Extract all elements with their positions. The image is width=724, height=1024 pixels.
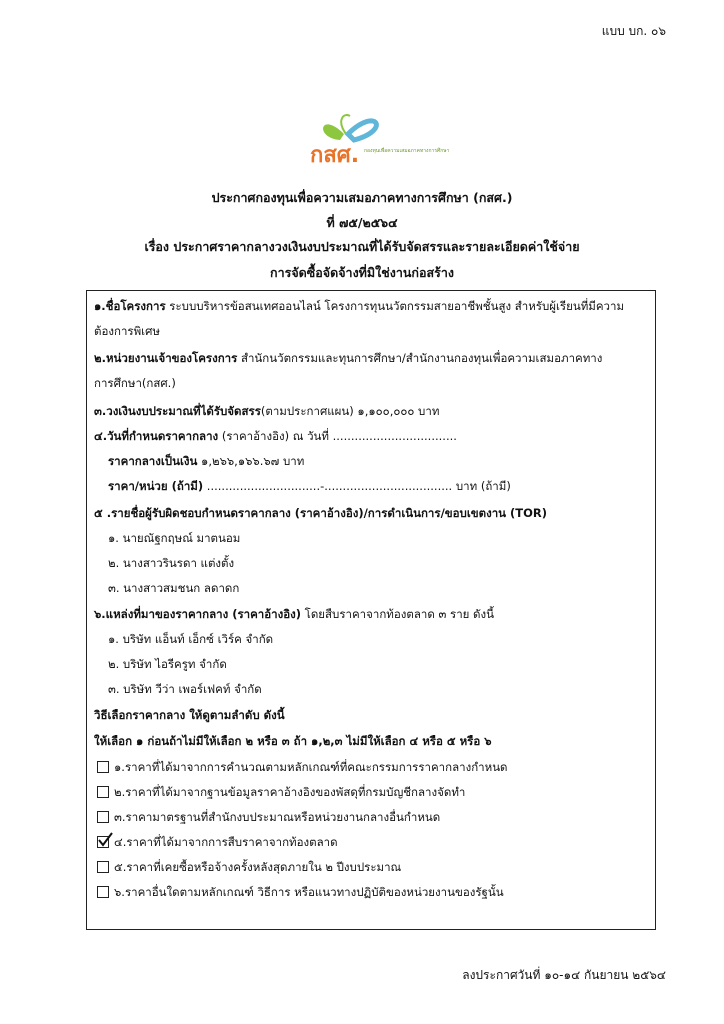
responsible-person-1: ๑. นายณัฐกฤษณ์ มาตนอม	[108, 531, 241, 545]
median-date-value: (ราคาอ้างอิง) ณ วันที่ ..................................	[218, 429, 457, 443]
median-price-value: ๑,๒๖๖,๑๖๖.๖๗ บาท	[197, 454, 305, 468]
option-5-label: ๕.ราคาที่เคยซื้อหรือจ้างครั้งหลังสุดภายใน ๒ ปีงบประมาณ	[114, 860, 402, 874]
option-2-label: ๒.ราคาที่ได้มาจากฐานข้อมูลราคาอ้างอิงของพัสดุที่กรมบัญชีกลางจัดทำ	[114, 785, 466, 799]
responsible-person-2: ๒. นางสาวรินรดา แต่งตั้ง	[108, 556, 235, 570]
option-3-checkbox[interactable]	[97, 811, 109, 823]
responsible-person-3: ๓. นางสาวสมชนก ลดาดก	[108, 581, 240, 595]
owner-row	[94, 350, 602, 368]
announcement-number: ที่ ๗๕/๒๕๖๔	[326, 215, 398, 230]
option-5-checkbox[interactable]	[97, 861, 109, 873]
project-name-value: ระบบบริหารข้อสนเทศออนไลน์ โครงการทุนนวัตกรรมสายอาชีพชั้นสูง สำหรับผู้เรียนที่มีความ	[165, 299, 625, 313]
budget-value: (ตามประกาศแผน) ๑,๑๐๐,๐๐๐ บาท	[260, 404, 440, 418]
announcement-title: ประกาศกองทุนเพื่อความเสมอภาคทางการศึกษา (กสศ.)	[211, 190, 513, 205]
method-heading: วิธีเลือกราคากลาง ให้ดูตามลำดับ ดังนี้	[94, 708, 285, 722]
form-code: แบบ บก. ๐๖	[601, 24, 666, 38]
median-price-row	[108, 453, 304, 471]
budget-row	[94, 403, 439, 421]
method-instruction: ให้เลือก ๑ ก่อนถ้าไม่มีให้เลือก ๒ หรือ ๓ ถ้า ๑,๒,๓ ไม่มีให้เลือก ๔ หรือ ๕ หรือ ๖	[94, 734, 492, 748]
announce-date: ลงประกาศวันที่ ๑๐-๑๔ กันยายน ๒๕๖๔	[462, 968, 666, 982]
budget-label: ๓.วงเงินงบประมาณที่ได้รับจัดสรร	[94, 404, 261, 418]
unit-price-value: ...............................-................................... บาท (ถ้ามี)	[203, 479, 511, 493]
owner-value: สำนักนวัตกรรมและทุนการศึกษา/สำนักงานกองทุนเพื่อความเสมอภาคทาง	[237, 351, 603, 365]
option-4-checkbox[interactable]	[97, 836, 109, 848]
option-1-label: ๑.ราคาที่ได้มาจากการคำนวณตามหลักเกณฑ์ที่คณะกรรมการราคากลางกำหนด	[114, 760, 508, 774]
option-4-label: ๔.ราคาที่ได้มาจากการสืบราคาจากท้องตลาด	[114, 835, 338, 849]
logo-wordmark: กสศ.	[310, 143, 360, 168]
option-6-checkbox[interactable]	[97, 886, 109, 898]
responsible-heading: ๕ .รายชื่อผู้รับผิดชอบกำหนดราคากลาง (ราคาอ้างอิง)/การดำเนินการ/ขอบเขตงาน (TOR)	[94, 506, 548, 520]
project-name-row	[94, 298, 624, 316]
checkmark-icon	[97, 832, 113, 848]
owner-label: ๒.หน่วยงานเจ้าของโครงการ	[94, 351, 238, 365]
source-company-1: ๑. บริษัท แอ็นท์ เอ็กซ์ เวิร์ค จำกัด	[108, 632, 274, 646]
option-1-checkbox[interactable]	[97, 761, 109, 773]
project-name-label: ๑.ชื่อโครงการ	[94, 299, 166, 313]
median-date-row	[94, 428, 457, 446]
logo-tagline: กองทุนเพื่อความเสมอภาคทางการศึกษา	[364, 148, 450, 154]
median-date-label: ๔.วันที่กำหนดราคากลาง	[94, 429, 219, 443]
owner-cont: การศึกษา(กสศ.)	[94, 376, 176, 390]
source-label: ๖.แหล่งที่มาของราคากลาง (ราคาอ้างอิง)	[94, 607, 301, 621]
option-6-label: ๖.ราคาอื่นใดตามหลักเกณฑ์ วิธีการ หรือแนวทางปฏิบัติของหน่วยงานของรัฐนั้น	[114, 885, 504, 899]
unit-price-label: ราคา/หน่วย (ถ้ามี)	[108, 479, 204, 493]
option-3-label: ๓.ราคามาตรฐานที่สำนักงบประมาณหรือหน่วยงานกลางอื่นกำหนด	[114, 810, 441, 824]
ksk-logo	[306, 104, 450, 168]
project-name-cont: ต้องการพิเศษ	[94, 324, 160, 338]
option-2-checkbox[interactable]	[97, 786, 109, 798]
announcement-subject: เรื่อง ประกาศราคากลางวงเงินงบประมาณที่ได้รับจัดสรรและรายละเอียดค่าใช้จ่าย	[144, 239, 580, 254]
unit-price-row	[108, 478, 511, 496]
butterfly-logo-icon	[306, 104, 450, 168]
source-value: โดยสืบราคาจากท้องตลาด ๓ ราย ดังนี้	[301, 607, 494, 621]
source-company-2: ๒. บริษัท ไอรีครูท จำกัด	[108, 657, 227, 671]
announcement-subject-2: การจัดซื้อจัดจ้างที่มิใช่งานก่อสร้าง	[270, 265, 454, 280]
source-row	[94, 606, 494, 624]
median-price-label: ราคากลางเป็นเงิน	[108, 454, 198, 468]
source-company-3: ๓. บริษัท วีว่า เพอร์เฟคท์ จำกัด	[108, 682, 262, 696]
